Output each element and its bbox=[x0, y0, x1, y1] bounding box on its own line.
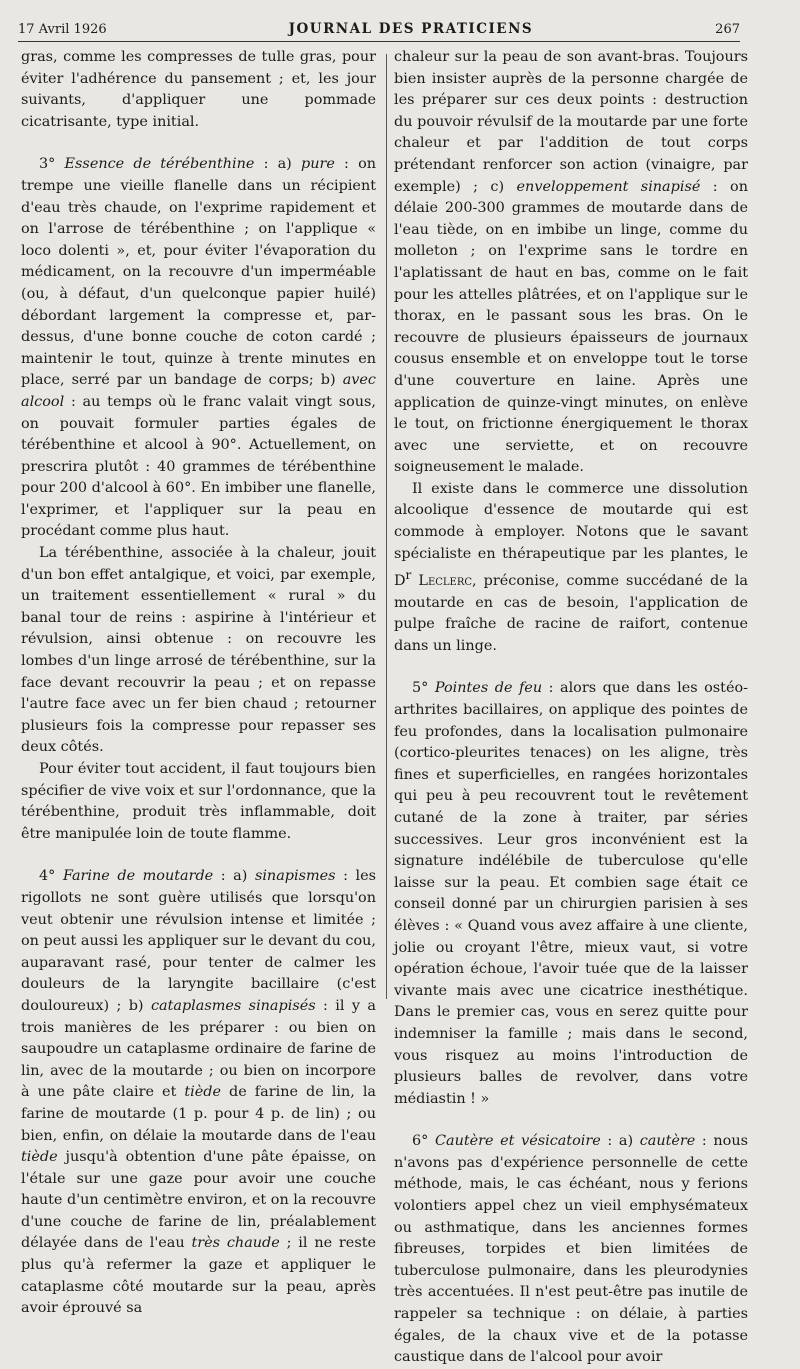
page-number: 267 bbox=[715, 21, 740, 37]
section-heading: Cautère et vésicatoire bbox=[434, 1133, 601, 1150]
paragraph-section-4: 4° Farine de moutarde : a) sinapismes : les rigollots ne sont guère utilisés que lorsqu'on veut obtenir une révulsion intense et limitée ; on peut aussi les appliquer sur le devant du cou, auparavant rasé, pour tenter de calmer les douleurs de la laryngite bacillaire (c'est douloureux) ; b) cataplasmes sinapisés : il y a trois manières de les préparer : ou bien on saupoudre un cataplasme ordinaire de farine de lin, avec de la moutarde ; ou bien on incorpore à une pâte claire et tiède de farine de lin, la farine de moutarde (1 p. pour 4 p. de lin) ; ou bien, enfin, on délaie la moutarde dans de l'eau tiède jusqu'à obtention d'une pâte épaisse, on l'étale sur une gaze pour avoir une couche haute d'un centimètre environ, et on la recouvre d'une couche de farine de lin, préalablement délayée dans de l'eau très chaude ; il ne reste plus qu'à refermer la gaze et appliquer le cataplasme côté moutarde sur la peau, après avoir éprouvé sa bbox=[21, 868, 377, 1317]
left-column bbox=[21, 47, 376, 1320]
paragraph-section-5: 5° Pointes de feu : alors que dans les ostéo-arthrites bacillaires, on applique des pointes de feu profondes, dans la localisation pulmonaire (cortico-pleurites tenaces) on les aligne, très fines et superficielles, en rangées horizontales qui peu à peu recouvrent tout le revêtement cutané de la zone à traiter, par séries successives. Leur gros inconvénient est la signature indélébile de tuberculose qu'elle laisse sur la peau. Et combien sage était ce conseil donné par un chirurgien parisien à ses élèves : « Quand vous avez affaire à une cliente, jolie ou croyant l'être, mieux vaut, si votre opération échoue, l'avoir tuée que de la laisser vivante mais avec une cicatrice inesthétique. Dans le premier cas, vous en serez quitte pour indemniser la famille ; mais dans le second, vous risquez au moins l'introduction de plusieurs balles de revolver, dans votre médiastin ! » bbox=[394, 680, 748, 1107]
paragraph-section-6: 6° Cautère et vésicatoire : a) cautère : nous n'avons pas d'expérience personnelle de cette méthode, mais, le cas échéant, nous y ferions volontiers appel chez un vieil emphysémateux ou asthmatique, dans les anciennes formes fibreuses, torpides et bien limitées de tuberculose pulmonaire, dans les pleurodynies très accentuées. Il n'est peut-être pas inutile de rappeler sa technique : on délaie, à parties égales, de la chaux vive et de la potasse caustique dans de l'alcool pour avoir bbox=[394, 1133, 748, 1366]
right-column bbox=[394, 47, 748, 1369]
author-name: Leclerc bbox=[411, 573, 473, 590]
section-heading: Pointes de feu bbox=[434, 680, 543, 697]
section-heading: Farine de moutarde bbox=[62, 868, 214, 885]
header-date: 17 Avril 1926 bbox=[18, 21, 107, 37]
paragraph: Pour éviter tout accident, il faut toujours bien spécifier de vive voix et sur l'ordonnance, que la térébenthine, produit très inflammable, doit être manipulée loin de toute flamme. bbox=[21, 761, 376, 842]
paragraph-section-3: 3° Essence de térébenthine : a) pure : on trempe une vieille flanelle dans un récipient d'eau très chaude, on l'exprime rapidement et on l'arrose de térébenthine ; on l'applique « loco dolenti », et, pour éviter l'évaporation du médicament, on la recouvre d'un imperméable (ou, à défaut, d'un quelconque papier huilé) débordant largement la compresse et, par-dessus, d'une bonne couche de coton cardé ; maintenir le tout, quinze à trente minutes en place, serré par un bandage de corps; b) avec alcool : au temps où le franc valait vingt sous, on pouvait formuler parties égales de térébenthine et alcool à 90°. Actuellement, on prescrira plutôt : 40 grammes de térébenthine pour 200 d'alcool à 60°. En imbiber une flanelle, l'exprimer, et l'appliquer sur la peau en procédant comme plus haut. bbox=[21, 156, 377, 540]
column-divider bbox=[386, 54, 387, 999]
running-header bbox=[18, 18, 740, 40]
paragraph: gras, comme les compresses de tulle gras, pour éviter l'adhérence du pansement ; et, les jour suivants, d'appliquer une pommade cicatrisante, type initial. bbox=[21, 49, 376, 130]
journal-title: JOURNAL DES PRATICIENS bbox=[288, 21, 534, 37]
paragraph: Il existe dans le commerce une dissolution alcoolique d'essence de moutarde qui est commode à employer. Notons que le savant spécialiste en thérapeutique par les plantes, le $D^r$ Leclerc, préconise, comme succédané de la moutarde en cas de besoin, l'application de pulpe fraîche de racine de raifort, contenue dans un linge. bbox=[394, 480, 748, 654]
paragraph: chaleur sur la peau de son avant-bras. Toujours bien insister auprès de la personne chargée de les préparer sur ces deux points : destruction du pouvoir révulsif de la moutarde par une forte chaleur et par l'addition de tout corps prétendant renforcer son action (vinaigre, par exemple) ; c) enveloppement sinapisé : on délaie 200-300 grammes de moutarde dans de l'eau tiède, on en imbibe un linge, comme du molleton ; on l'exprime sans le tordre en l'aplatissant de haut en bas, comme on le fait pour les attelles plâtrées, et on l'applique sur le thorax, en le passant sous les bras. On le recouvre de plusieurs épaisseurs de journaux cousus ensemble et on enveloppe tout le torse d'une couverture en laine. Après une application de quinze-vingt minutes, on enlève le tout, on frictionne énergiquement le thorax avec une serviette, et on recouvre soigneusement le malade. bbox=[394, 49, 748, 476]
header-rule bbox=[18, 41, 740, 42]
section-heading: Essence de térébenthine bbox=[64, 156, 255, 173]
paragraph: La térébenthine, associée à la chaleur, jouit d'un bon effet antalgique, et voici, par exemple, un traitement essentiellement « rural » du banal tour de reins : aspirine à l'intérieur et révulsion, ainsi obtenue : on recouvre les lombes d'un linge arrosé de térébenthine, sur la face devant recouvrir la peau ; et on repasse l'autre face avec un fer bien chaud ; retourner plusieurs fois la compresse pour repasser ses deux côtés. bbox=[21, 545, 376, 756]
